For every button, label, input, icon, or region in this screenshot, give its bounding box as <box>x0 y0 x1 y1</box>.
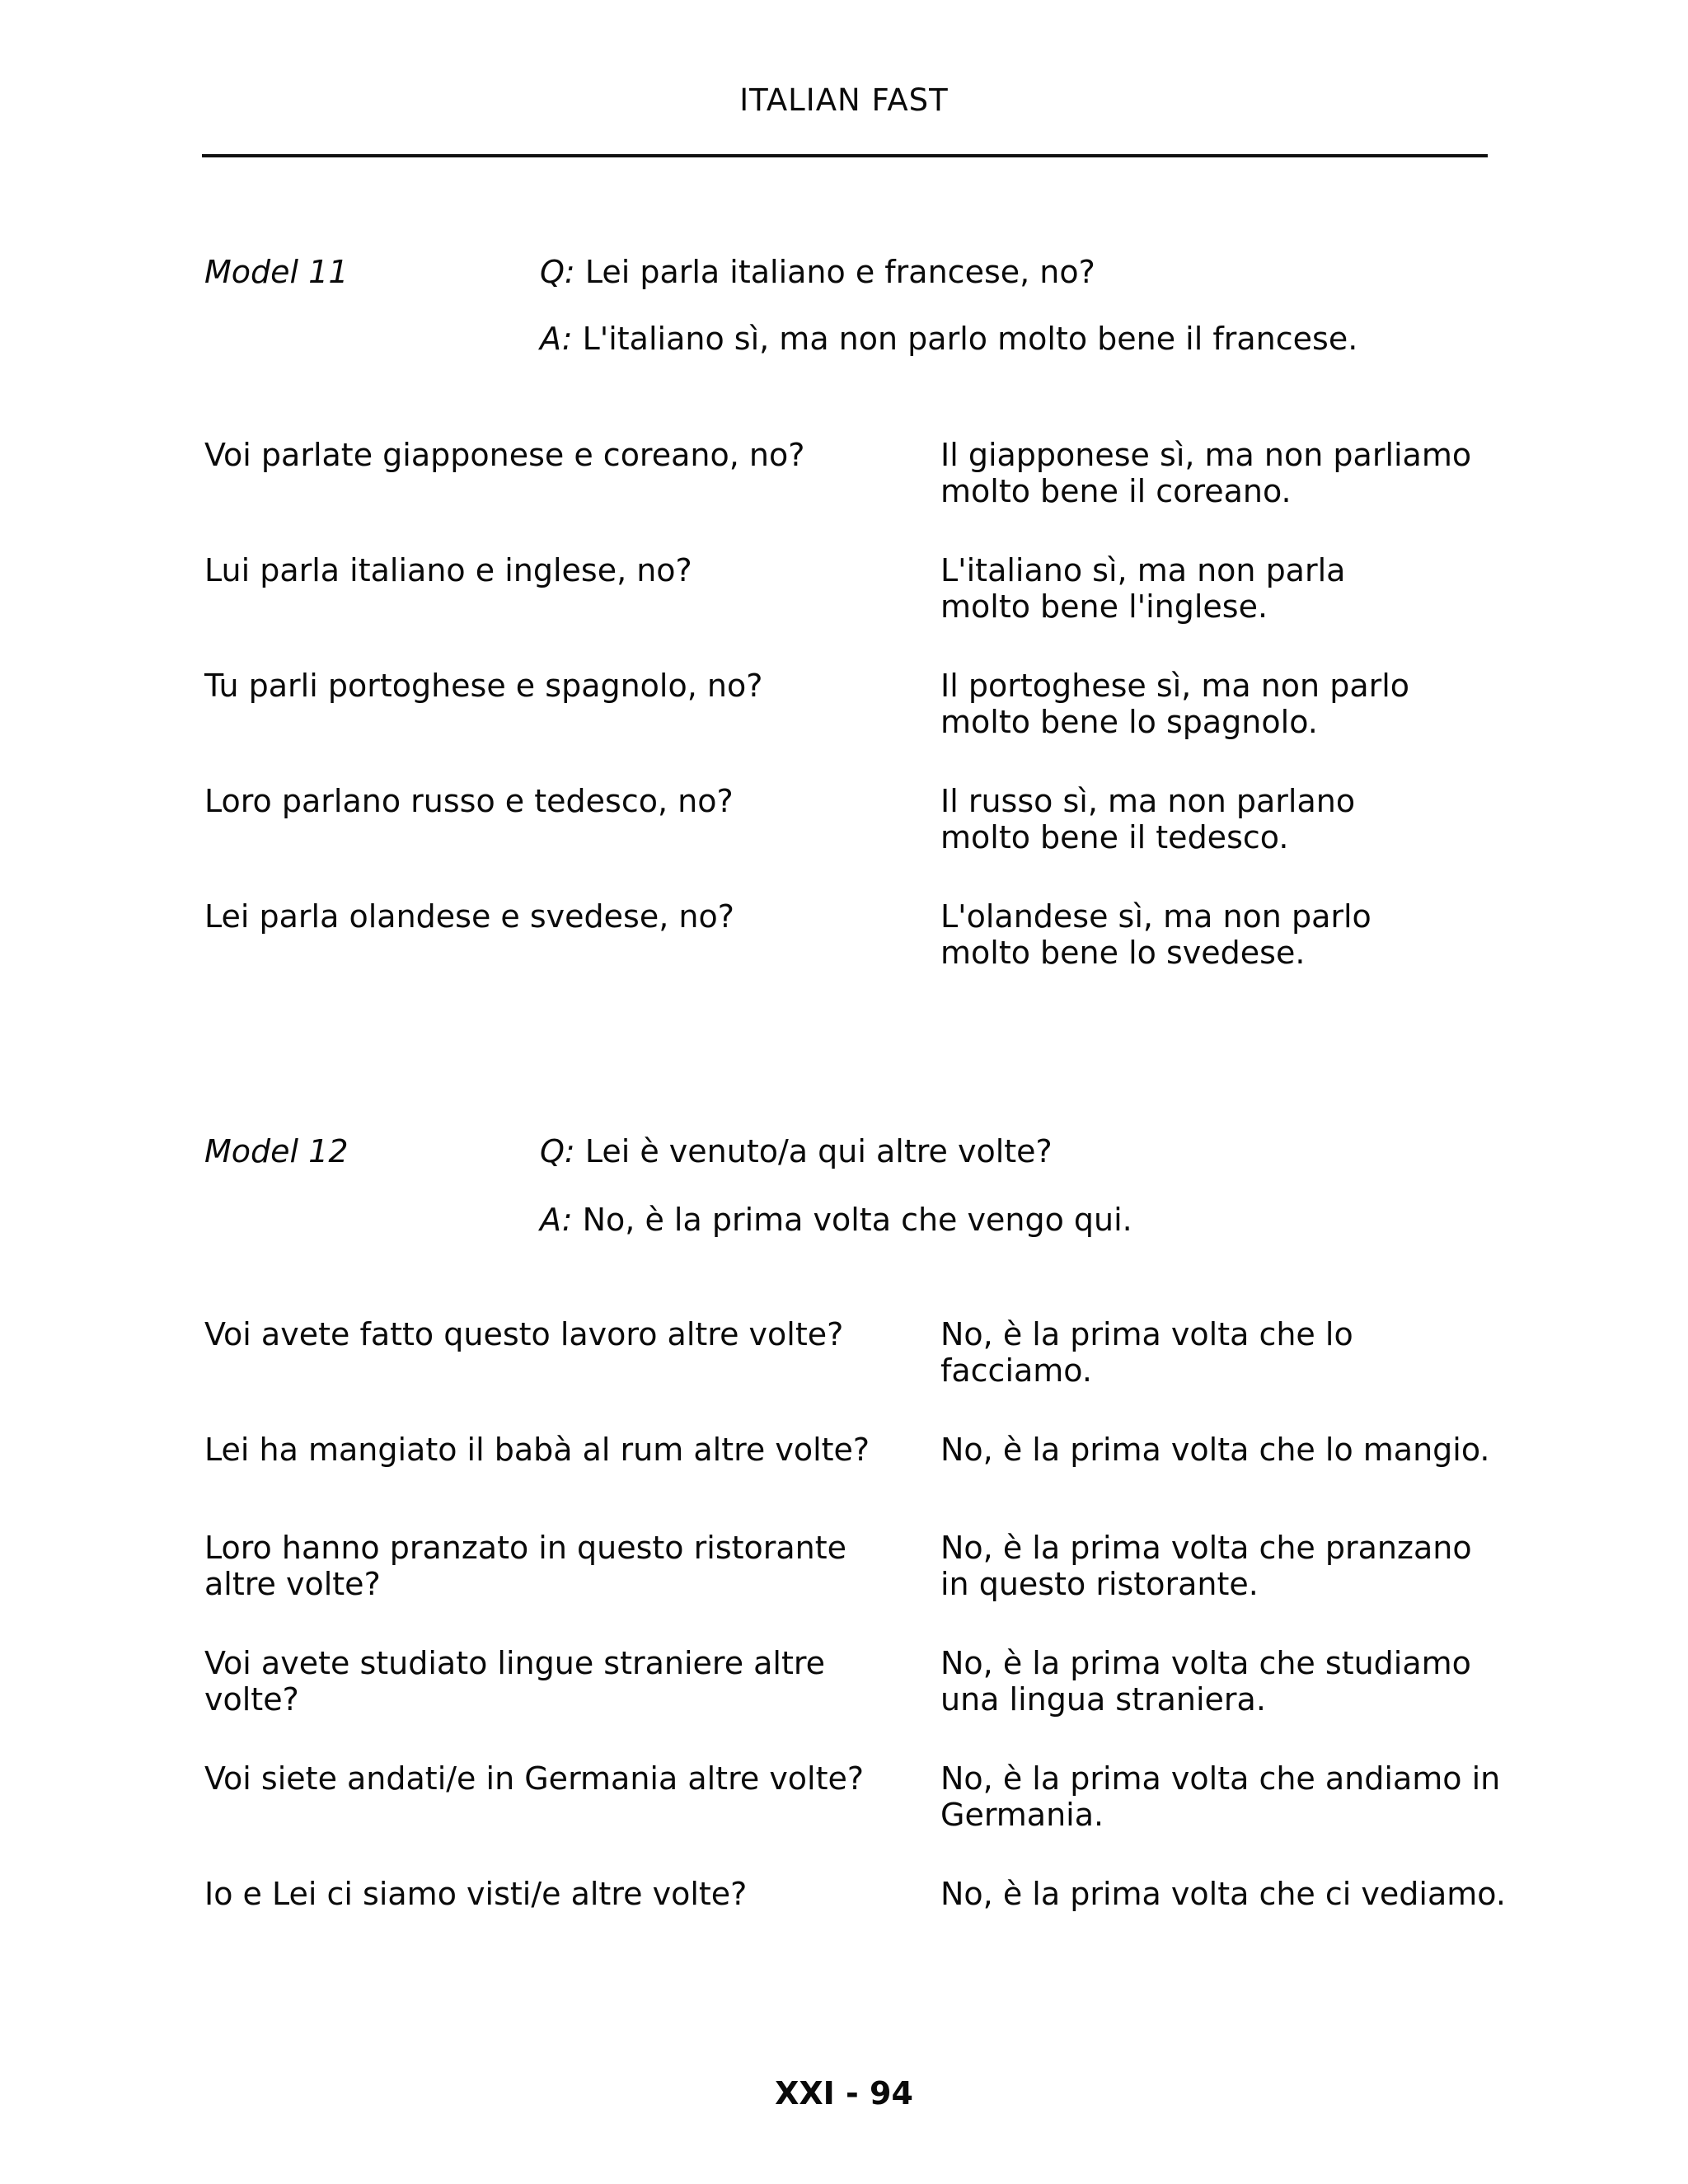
answer-text: No, è la prima volta che vengo qui. <box>582 1202 1132 1238</box>
drill-cue: Io e Lei ci siamo visti/e altre volte? <box>204 1876 748 1912</box>
question-text: Lei parla italiano e francese, no? <box>584 254 1095 290</box>
model-11-answer <box>540 321 1357 357</box>
drill-response: No, è la prima volta che studiamo una lingua straniera. <box>940 1645 1471 1718</box>
page-header-title: ITALIAN FAST <box>739 82 949 118</box>
drill-response: No, è la prima volta che ci vediamo. <box>940 1876 1506 1912</box>
drill-cue: Tu parli portoghese e spagnolo, no? <box>204 668 763 704</box>
answer-tag: A: <box>540 321 573 357</box>
drill-cue: Voi parlate giapponese e coreano, no? <box>204 437 805 473</box>
drill-response: No, è la prima volta che pranzano in questo ristorante. <box>940 1530 1472 1602</box>
answer-tag: A: <box>540 1202 573 1238</box>
drill-cue: Voi avete studiato lingue straniere altre volte? <box>204 1645 826 1718</box>
question-text: Lei è venuto/a qui altre volte? <box>584 1133 1053 1169</box>
model-11-question <box>540 254 1095 290</box>
drill-cue: Lui parla italiano e inglese, no? <box>204 552 692 588</box>
question-tag: Q: <box>540 254 575 290</box>
drill-response: L'italiano sì, ma non parla molto bene l'inglese. <box>940 552 1346 625</box>
model-12-label: Model 12 <box>204 1133 349 1169</box>
drill-cue: Lei ha mangiato il babà al rum altre volte? <box>204 1432 870 1468</box>
drill-cue: Voi avete fatto questo lavoro altre volte? <box>204 1316 844 1352</box>
drill-cue: Lei parla olandese e svedese, no? <box>204 898 734 935</box>
drill-response: No, è la prima volta che lo mangio. <box>940 1432 1490 1468</box>
page-number: XXI - 94 <box>775 2075 913 2111</box>
header-divider <box>202 154 1488 157</box>
drill-cue: Loro hanno pranzato in questo ristorante altre volte? <box>204 1530 847 1602</box>
drill-response: Il giapponese sì, ma non parliamo molto bene il coreano. <box>940 437 1472 509</box>
model-12-answer <box>540 1202 1132 1238</box>
answer-text: L'italiano sì, ma non parlo molto bene il francese. <box>582 321 1358 357</box>
drill-response: No, è la prima volta che andiamo in Germania. <box>940 1760 1501 1833</box>
drill-cue: Loro parlano russo e tedesco, no? <box>204 783 734 819</box>
drill-response: Il portoghese sì, ma non parlo molto bene lo spagnolo. <box>940 668 1410 740</box>
drill-response: Il russo sì, ma non parlano molto bene il tedesco. <box>940 783 1356 855</box>
drill-cue: Voi siete andati/e in Germania altre volte? <box>204 1760 865 1797</box>
question-tag: Q: <box>540 1133 575 1169</box>
drill-response: L'olandese sì, ma non parlo molto bene lo svedese. <box>940 898 1372 971</box>
model-12-question <box>540 1133 1053 1169</box>
drill-response: No, è la prima volta che lo facciamo. <box>940 1316 1353 1389</box>
model-11-label: Model 11 <box>204 254 349 290</box>
